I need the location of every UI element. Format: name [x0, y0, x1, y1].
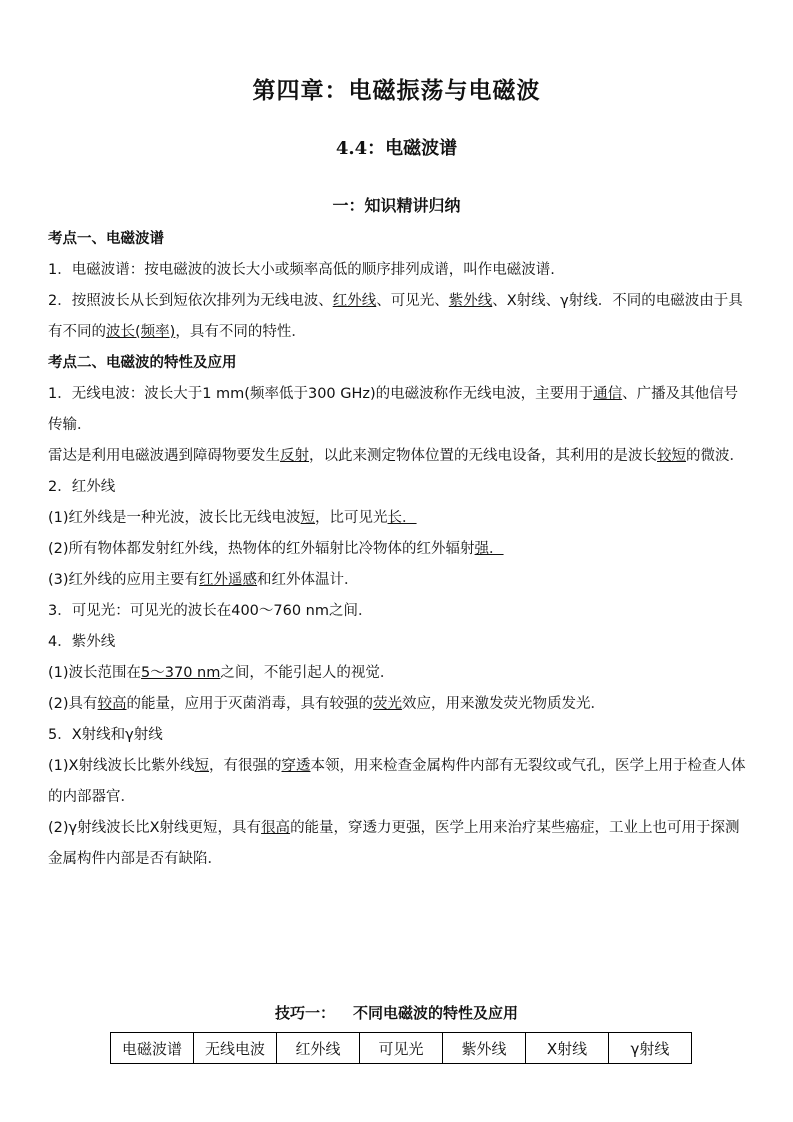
paragraph-infrared-1: [48, 503, 748, 534]
text-span: 2．按照波长从长到短依次排列为无线电波、: [48, 293, 333, 309]
paragraph-xray: [48, 751, 748, 813]
table-header-row: [111, 1033, 692, 1064]
table-header-cell: γ射线: [609, 1033, 692, 1064]
underlined-answer: 较高: [97, 696, 127, 712]
text-span: 、X射线、γ射线．不同的电磁波由于具有不同的: [48, 293, 743, 340]
paragraph-infrared-heading: 2．红外线: [48, 479, 116, 495]
topic-heading-2: 考点二、电磁波的特性及应用: [48, 355, 237, 371]
text-span: (1)红外线是一种光波，波长比无线电波: [48, 510, 301, 526]
underlined-answer: 较短: [657, 448, 686, 464]
table-header-cell: 红外线: [277, 1033, 360, 1064]
text-span: ，具有不同的特性．: [175, 324, 306, 340]
text-span: ，以此来测定物体位置的无线电设备，其利用的是波长: [309, 448, 657, 464]
paragraph-visible-light: 3．可见光：可见光的波长在400～760 nm之间．: [48, 603, 373, 619]
paragraph-ultraviolet-2: [48, 689, 748, 720]
text-span: 和红外体温计．: [257, 572, 359, 588]
text-span: (3)红外线的应用主要有: [48, 572, 200, 588]
underlined-answer: 波长(频率): [106, 324, 176, 340]
text-span: 、广播及其他信号传输．: [48, 386, 739, 433]
table-header-cell: 可见光: [360, 1033, 443, 1064]
text-span: (2)γ射线波长比X射线更短，具有: [48, 820, 262, 836]
underlined-answer: 短: [300, 510, 316, 526]
text-span: 的能量，应用于灭菌消毒，具有较强的: [126, 696, 374, 712]
table-header-cell: 无线电波: [194, 1033, 277, 1064]
underlined-answer: 通信: [593, 386, 623, 402]
part-title: 一：知识精讲归纳: [332, 196, 461, 215]
text-span: (1)波长范围在: [48, 665, 142, 681]
text-span: (1)X射线波长比紫外线: [48, 758, 195, 774]
table-header-cell: 紫外线: [443, 1033, 526, 1064]
text-span: 之间，不能引起人的视觉．: [220, 665, 395, 681]
paragraph-radar: [48, 441, 748, 472]
underlined-answer: 荧光: [373, 696, 403, 712]
text-span: 的能量，穿透力更强，医学上用来治疗某些癌症，工业上也可用于探测金属构件内部是否有缺陷．: [48, 820, 740, 867]
table-header-cell: X射线: [526, 1033, 609, 1064]
text-span: 1．无线电波：波长大于1 mm(频率低于300 GHz)的电磁波称作无线电波，主要用于: [48, 386, 594, 402]
paragraph-infrared-2: [48, 534, 748, 565]
paragraph-ultraviolet-heading: 4．紫外线: [48, 634, 116, 650]
paragraph-infrared-3: [48, 565, 748, 596]
text-span: (2)所有物体都发射红外线，热物体的红外辐射比冷物体的红外辐射: [48, 541, 475, 557]
underlined-answer: 5～370 nm: [141, 665, 221, 681]
text-span: 的微波．: [686, 448, 744, 464]
paragraph-xray-gamma-heading: 5．X射线和γ射线: [48, 727, 163, 743]
underlined-answer: 紫外线: [448, 293, 493, 309]
underlined-answer: 红外线: [332, 293, 377, 309]
text-span: 本领，用来检查金属构件内部有无裂纹或气孔，医学上用于检查人体的内部器官．: [48, 758, 746, 805]
paragraph-gamma: [48, 813, 748, 875]
paragraph-ultraviolet-1: [48, 658, 748, 689]
underlined-answer: 短: [194, 758, 209, 774]
text-span: 效应，用来激发荧光物质发光．: [402, 696, 606, 712]
underlined-answer: 红外遥感: [199, 572, 258, 588]
underlined-answer: 长．: [387, 510, 417, 526]
paragraph-spectrum-order: [48, 286, 748, 348]
paragraph-spectrum-definition: 1．电磁波谱：按电磁波的波长大小或频率高低的顺序排列成谱，叫作电磁波谱.: [48, 262, 555, 278]
tip-title: [0, 1002, 793, 1023]
paragraph-radio-waves: [48, 379, 748, 441]
tip-label: 技巧一：: [274, 1004, 335, 1022]
underlined-answer: 穿透: [281, 758, 311, 774]
text-span: ，比可见光: [315, 510, 388, 526]
underlined-answer: 反射: [280, 448, 309, 464]
text-span: (2)具有: [48, 696, 98, 712]
underlined-answer: 很高: [261, 820, 291, 836]
underlined-answer: 强．: [474, 541, 504, 557]
topic-heading-1: 考点一、电磁波谱: [48, 231, 164, 247]
text-span: 、可见光、: [376, 293, 449, 309]
section-title: 4.4：电磁波谱: [335, 138, 458, 159]
table-header-cell: 电磁波谱: [111, 1033, 194, 1064]
tip-heading: 不同电磁波的特性及应用: [353, 1004, 519, 1022]
chapter-title: 第四章：电磁振荡与电磁波: [252, 77, 541, 104]
knowledge-content: [48, 224, 748, 875]
text-span: 雷达是利用电磁波遇到障碍物要发生: [48, 448, 280, 464]
text-span: ，有很强的: [208, 758, 282, 774]
spectrum-table: [110, 1032, 692, 1064]
